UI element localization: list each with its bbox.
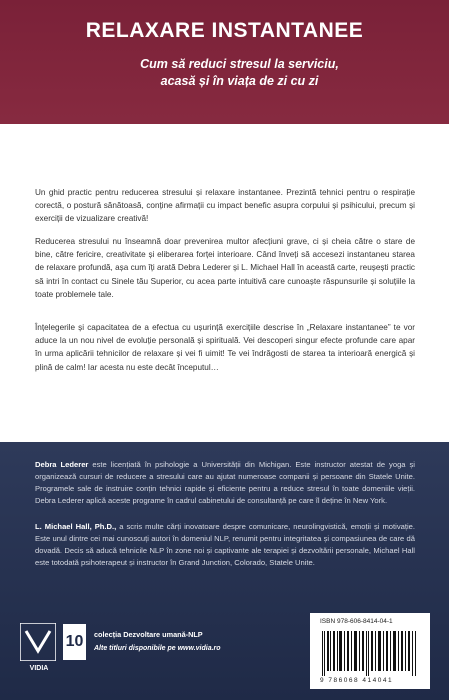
author-bio-2 — [35, 521, 415, 569]
description-paragraph-1: Un ghid practic pentru reducerea stresului și relaxare instantanee. Prezintă tehnici pentru o respirație corectă, o postură sănătoasă, conține afirmații cu impact benefic asupra corpului și psihicului, precum și exerciții de vizualizare creativă! — [35, 188, 415, 224]
author-name-1: Debra Lederer — [35, 460, 89, 469]
series-name: colecția Dezvoltare umană-NLP — [94, 630, 203, 639]
book-subtitle — [0, 56, 449, 90]
subtitle-line-2: acasă și în viața de zi cu zi — [160, 74, 319, 88]
barcode-digits: 9 786068 414041 — [320, 677, 394, 684]
series-website: Alte titluri disponibile pe www.vidia.ro — [94, 645, 221, 652]
vidia-logo-icon — [20, 623, 56, 661]
subtitle-line-1: Cum să reduci stresul la serviciu, — [140, 57, 339, 71]
author-bio-1 — [35, 459, 415, 507]
header-band — [0, 0, 449, 124]
author-name-2: L. Michael Hall, Ph.D., — [35, 522, 117, 531]
isbn-text: ISBN 978-606-8414-04-1 — [320, 618, 393, 625]
series-number: 10 — [63, 624, 86, 660]
author-bio-2-text: a scris multe cărți inovatoare despre comunicare, neurolingvistică, emoții și motivație. Este unul dintre cei mai cunoscuți autori în domeniul NLP, renumit pentru integritatea și compasiunea de care dă dovadă. Decis să aducă tehnicile NLP în zone noi și captivante ale terapiei și dezvoltării personale, Michael Hall este totodată psihoterapeut și instructor în Grand Junction, Colorado, Statele Unite. — [35, 522, 415, 567]
publisher-name: VIDIA — [29, 665, 49, 672]
description-section — [0, 124, 449, 442]
barcode-icon — [320, 631, 420, 676]
description-paragraph-2: Reducerea stresului nu înseamnă doar prevenirea multor afecțiuni grave, ci și cheia către o stare de bine, către fericire, creativitate și eliberarea forței interioare. Când înveți să accesezi instantaneu starea de relaxare profundă, așa cum îți arată Debra Lederer și L. Michael Hall în această carte, reușești practic să intri în contact cu Sinele tău Superior, cu acea parte intuitivă care cunoaște răspunsurile și soluțiile la toate problemele tale. — [35, 237, 415, 299]
book-title: RELAXARE INSTANTANEE — [85, 19, 364, 42]
description-paragraph-3: Înțelegerile și capacitatea de a efectua cu ușurință exercițiile descrise în „Relaxare instantanee” te vor aduce la un nou nivel de evoluție personală și spirituală. Vei descoperi singur efecte profunde care apar în urma aplicării tehnicilor de relaxare și vei fi uimit! Te vei îndrăgosti de starea ta interioară energică și plină de calm! Iar acesta nu este decât începutul… — [35, 323, 415, 372]
isbn-box — [310, 613, 430, 689]
author-bio-1-text: este licențiată în psihologie a Universității din Michigan. Este instructor atestat de yoga și organizează cursuri de reducere a stresului care au ajutat numeroase companii și persoane din Statele Unite. Programele sale de instruire conțin tehnici rapide și eficiente pentru a reduce stresul în toate domeniile vieții. Debra Lederer aplică aceste programe în cadrul cabinetului de consultanță pe care îl deține în New York. — [35, 460, 415, 505]
